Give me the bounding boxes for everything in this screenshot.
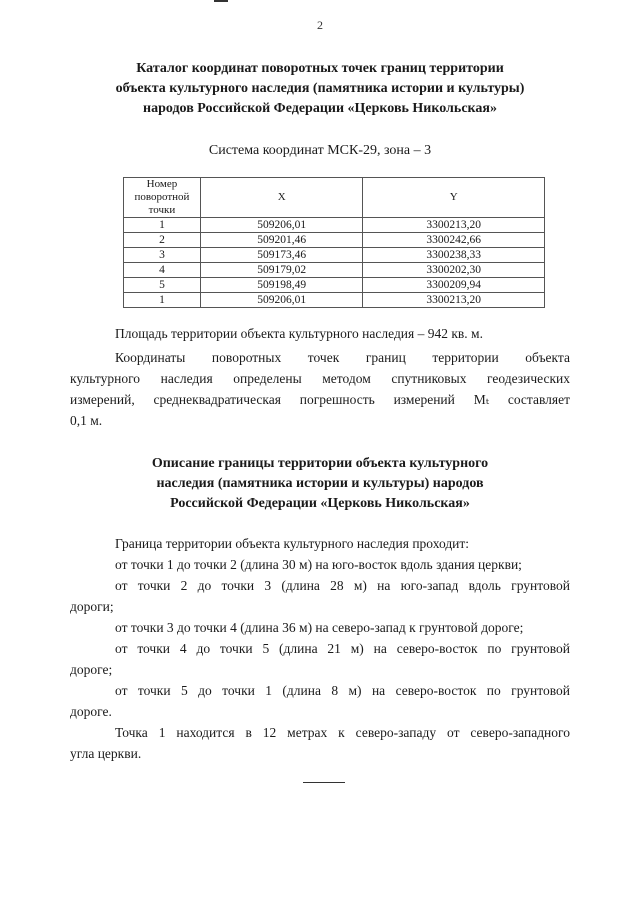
coordinates-table xyxy=(123,177,545,308)
description-title-line: Описание границы территории объекта культурного xyxy=(151,456,489,471)
area-paragraph xyxy=(70,323,570,344)
y-cell: 3300209,94 xyxy=(363,278,545,293)
boundary-intro: Граница территории объекта культурного наследия проходит: xyxy=(115,536,470,551)
segment-line: дороге. xyxy=(70,704,112,719)
segment-line: дороги; xyxy=(70,599,114,614)
table-row xyxy=(124,263,545,278)
final-line: угла церкви. xyxy=(70,746,142,761)
catalog-title xyxy=(0,59,640,119)
x-cell: 509201,46 xyxy=(200,233,363,248)
x-cell: 509206,01 xyxy=(200,293,363,308)
segment-line: от точки 4 до точки 5 (длина 21 м) на северо-восток по грунтовой xyxy=(115,641,570,656)
description-title-line: Российской Федерации «Церковь Никольская» xyxy=(170,496,470,511)
table-row xyxy=(124,233,545,248)
method-line: Координаты поворотных точек границ территории объекта xyxy=(115,350,570,365)
method-line: культурного наследия определены методом спутниковых геодезических xyxy=(70,371,570,386)
top-scan-mark xyxy=(214,0,228,2)
point-number-cell: 2 xyxy=(124,233,201,248)
table-row xyxy=(124,218,545,233)
table-row xyxy=(124,248,545,263)
point-number-cell: 4 xyxy=(124,263,201,278)
catalog-title-line: объекта культурного наследия (памятника истории и культуры) xyxy=(115,81,525,96)
column-header-x: X xyxy=(200,178,363,218)
segment-line: от точки 5 до точки 1 (длина 8 м) на северо-восток по грунтовой xyxy=(115,683,570,698)
catalog-title-line: народов Российской Федерации «Церковь Никольская» xyxy=(143,101,497,116)
method-line: 0,1 м. xyxy=(70,413,103,428)
y-cell: 3300213,20 xyxy=(363,293,545,308)
x-cell: 509173,46 xyxy=(200,248,363,263)
x-cell: 509179,02 xyxy=(200,263,363,278)
page-number: 2 xyxy=(317,18,323,32)
point-number-cell: 3 xyxy=(124,248,201,263)
point-number-cell: 1 xyxy=(124,293,201,308)
table-header-row xyxy=(124,178,545,218)
table-row xyxy=(124,293,545,308)
y-cell: 3300202,30 xyxy=(363,263,545,278)
description-title xyxy=(0,454,640,514)
point-number-cell: 1 xyxy=(124,218,201,233)
method-paragraph xyxy=(70,347,570,431)
closing-rule xyxy=(303,782,345,783)
x-cell: 509198,49 xyxy=(200,278,363,293)
area-text: Площадь территории объекта культурного наследия – 942 кв. м. xyxy=(115,326,483,341)
method-line: измерений, среднеквадратическая погрешность измерений Mₜ составляет xyxy=(70,392,570,407)
y-cell: 3300213,20 xyxy=(363,218,545,233)
description-title-line: наследия (памятника истории и культуры) народов xyxy=(156,476,484,491)
y-cell: 3300238,33 xyxy=(363,248,545,263)
segment-line: от точки 1 до точки 2 (длина 30 м) на юго-восток вдоль здания церкви; xyxy=(115,557,522,572)
coordinate-system: Система координат МСК-29, зона – 3 xyxy=(208,143,432,158)
boundary-description xyxy=(70,533,570,764)
x-cell: 509206,01 xyxy=(200,218,363,233)
segment-line: от точки 2 до точки 3 (длина 28 м) на юго-запад вдоль грунтовой xyxy=(115,578,570,593)
point-number-cell: 5 xyxy=(124,278,201,293)
y-cell: 3300242,66 xyxy=(363,233,545,248)
column-header-y: Y xyxy=(363,178,545,218)
segment-line: от точки 3 до точки 4 (длина 36 м) на северо-запад к грунтовой дороге; xyxy=(115,620,524,635)
column-header-point: Номер поворотной точки xyxy=(124,178,201,218)
final-line: Точка 1 находится в 12 метрах к северо-западу от северо-западного xyxy=(115,725,570,740)
segment-line: дороге; xyxy=(70,662,113,677)
catalog-title-line: Каталог координат поворотных точек границ территории xyxy=(136,61,504,76)
table-row xyxy=(124,278,545,293)
